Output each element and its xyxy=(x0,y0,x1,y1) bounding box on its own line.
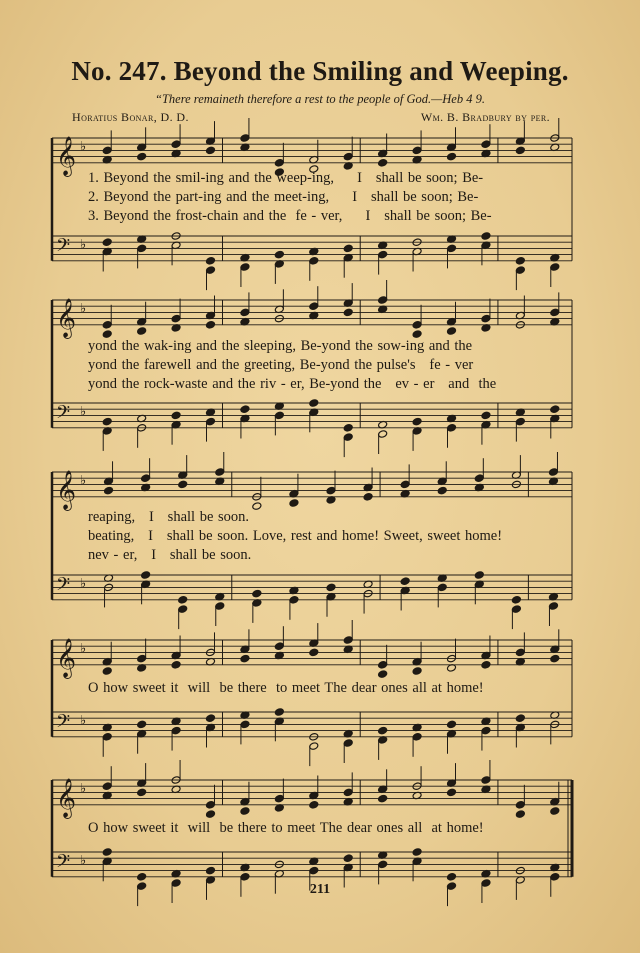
note-head xyxy=(343,854,353,863)
note-head xyxy=(178,480,188,489)
flat-icon: ♭ xyxy=(80,404,87,420)
note-head xyxy=(171,411,181,420)
note-head xyxy=(511,596,521,605)
hymn-author: Horatius Bonar, D. D. xyxy=(72,110,189,124)
note-head xyxy=(378,661,388,670)
note-head xyxy=(550,308,560,317)
note-head xyxy=(343,152,353,161)
note-head xyxy=(309,648,319,657)
note-head xyxy=(447,327,457,336)
bass-clef-icon: 𝄢 xyxy=(56,574,71,600)
note-head xyxy=(481,314,491,323)
page-number: 211 xyxy=(309,882,331,897)
treble-clef-icon: 𝄞 xyxy=(56,469,77,510)
note-head xyxy=(289,499,299,508)
note-head xyxy=(447,720,457,729)
note-head xyxy=(343,636,353,645)
note-head xyxy=(178,605,188,614)
note-head xyxy=(171,661,181,670)
note-head xyxy=(378,430,388,439)
note-head xyxy=(412,146,422,155)
lyric-line: O how sweet it will be there to meet The dear ones all at home! xyxy=(88,820,484,836)
note-head xyxy=(447,873,457,882)
note-head xyxy=(240,308,250,317)
note-head xyxy=(102,848,112,857)
lyric-line: 1. Beyond the smil-ing and the weep-ing, I shall be soon; Be- xyxy=(88,170,484,186)
note-head xyxy=(206,321,216,330)
note-head xyxy=(548,602,558,611)
bass-clef-icon: 𝄢 xyxy=(56,235,71,261)
note-head xyxy=(240,873,250,882)
note-head xyxy=(102,321,112,330)
note-head xyxy=(274,411,284,420)
note-head xyxy=(412,321,422,330)
note-head xyxy=(240,263,250,272)
note-head xyxy=(104,486,114,495)
flat-icon: ♭ xyxy=(80,473,87,489)
treble-clef-icon: 𝄞 xyxy=(56,297,77,338)
note-head xyxy=(137,654,147,663)
flat-icon: ♭ xyxy=(80,237,87,253)
note-head xyxy=(378,860,388,869)
note-head xyxy=(378,726,388,735)
note-head xyxy=(102,417,112,426)
note-head xyxy=(447,152,457,161)
note-head xyxy=(102,146,112,155)
note-head xyxy=(206,146,216,155)
note-head xyxy=(481,140,491,149)
note-head xyxy=(326,583,336,592)
hymn-title: No. 247. Beyond the Smiling and Weeping. xyxy=(71,56,569,86)
note-head xyxy=(511,605,521,614)
flat-icon: ♭ xyxy=(80,713,87,729)
note-head xyxy=(137,720,147,729)
note-head xyxy=(363,493,373,502)
flat-icon: ♭ xyxy=(80,301,87,317)
note-head xyxy=(343,788,353,797)
note-head xyxy=(447,244,457,253)
note-head xyxy=(171,726,181,735)
note-head xyxy=(474,474,484,483)
note-head xyxy=(289,596,299,605)
bass-clef-icon: 𝄢 xyxy=(56,402,71,428)
note-head xyxy=(515,257,525,266)
note-head xyxy=(550,405,560,414)
note-head xyxy=(550,807,560,816)
flat-icon: ♭ xyxy=(80,641,87,657)
note-head xyxy=(515,810,525,819)
lyric-line: yond the wak-ing and the sleeping, Be-yond the sow-ing and the xyxy=(88,338,473,354)
note-head xyxy=(240,807,250,816)
note-head xyxy=(343,433,353,442)
note-head xyxy=(515,801,525,810)
note-head xyxy=(240,654,250,663)
note-head xyxy=(206,801,216,810)
lyric-line: beating, I shall be soon. Love, rest and home! Sweet, sweet home! xyxy=(88,528,503,544)
note-head xyxy=(326,486,336,495)
note-head xyxy=(400,480,410,489)
note-head xyxy=(252,502,262,511)
bass-clef-icon: 𝄢 xyxy=(56,711,71,737)
note-head xyxy=(309,801,319,810)
hymn-composer: Wm. B. Bradbury by per. xyxy=(420,110,550,124)
note-head xyxy=(274,642,284,651)
flat-icon: ♭ xyxy=(80,781,87,797)
note-head xyxy=(481,776,491,785)
note-head xyxy=(343,308,353,317)
note-head xyxy=(412,733,422,742)
note-head xyxy=(378,794,388,803)
note-head xyxy=(141,474,151,483)
note-head xyxy=(137,788,147,797)
lyric-line: 3. Beyond the frost-chain and the fe - ver, I shall be soon; Be- xyxy=(88,208,492,224)
note-head xyxy=(474,571,484,580)
bass-clef-icon: 𝄢 xyxy=(56,851,71,877)
note-head xyxy=(309,866,319,875)
note-head xyxy=(240,720,250,729)
note-head xyxy=(515,714,525,723)
note-head xyxy=(274,250,284,259)
note-head xyxy=(481,232,491,241)
note-head xyxy=(309,302,319,311)
treble-staff xyxy=(52,472,572,497)
note-head xyxy=(102,782,112,791)
note-head xyxy=(515,146,525,155)
note-head xyxy=(343,424,353,433)
note-head xyxy=(137,244,147,253)
treble-clef-icon: 𝄞 xyxy=(56,777,77,818)
treble-staff xyxy=(52,138,572,163)
note-head xyxy=(206,866,216,875)
note-head xyxy=(378,159,388,168)
note-head xyxy=(481,661,491,670)
note-head xyxy=(137,873,147,882)
treble-clef-icon: 𝄞 xyxy=(56,637,77,678)
note-head xyxy=(309,257,319,266)
hymn-epigraph: “There remaineth therefore a rest to the people of God.—Heb 4 9. xyxy=(155,92,485,106)
note-head xyxy=(240,405,250,414)
note-head xyxy=(206,266,216,275)
note-head xyxy=(137,327,147,336)
note-head xyxy=(309,742,319,751)
note-head xyxy=(412,848,422,857)
note-head xyxy=(141,571,151,580)
lyric-line: reaping, I shall be soon. xyxy=(88,509,250,525)
note-head xyxy=(206,714,216,723)
note-head xyxy=(137,152,147,161)
note-head xyxy=(515,417,525,426)
note-head xyxy=(447,788,457,797)
bass-staff xyxy=(52,712,572,737)
note-head xyxy=(102,238,112,247)
note-head xyxy=(437,583,447,592)
note-head xyxy=(102,733,112,742)
note-head xyxy=(206,417,216,426)
note-head xyxy=(378,250,388,259)
bass-staff xyxy=(52,575,572,600)
lyric-line: 2. Beyond the part-ing and the meet-ing, I shall be soon; Be- xyxy=(88,189,479,205)
note-head xyxy=(378,670,388,679)
note-head xyxy=(240,134,250,143)
note-head xyxy=(178,596,188,605)
note-head xyxy=(215,468,225,477)
note-head xyxy=(309,399,319,408)
flat-icon: ♭ xyxy=(80,853,87,869)
flat-icon: ♭ xyxy=(80,576,87,592)
note-head xyxy=(481,726,491,735)
note-head xyxy=(252,589,262,598)
note-head xyxy=(206,810,216,819)
note-head xyxy=(550,654,560,663)
note-head xyxy=(481,411,491,420)
note-head xyxy=(550,873,560,882)
note-head xyxy=(171,140,181,149)
note-head xyxy=(515,648,525,657)
note-head xyxy=(412,417,422,426)
note-head xyxy=(548,468,558,477)
note-head xyxy=(378,296,388,305)
note-head xyxy=(550,263,560,272)
note-head xyxy=(215,602,225,611)
note-head xyxy=(447,424,457,433)
lyric-line: O how sweet it will be there to meet The dear ones all at home! xyxy=(88,680,484,696)
note-head xyxy=(400,577,410,586)
note-head xyxy=(343,739,353,748)
note-head xyxy=(274,708,284,717)
lyric-line: yond the rock-waste and the riv - er, Be-yond the ev - er and the xyxy=(88,376,497,392)
note-head xyxy=(437,486,447,495)
note-head xyxy=(343,244,353,253)
note-head xyxy=(171,314,181,323)
note-head xyxy=(206,257,216,266)
lyric-line: nev - er, I shall be soon. xyxy=(88,547,252,563)
flat-icon: ♭ xyxy=(80,139,87,155)
lyric-line: yond the farewell and the greeting, Be-yond the pulse's fe - ver xyxy=(88,357,474,373)
note-head xyxy=(102,667,112,676)
note-head xyxy=(412,667,422,676)
note-head xyxy=(515,266,525,275)
note-head xyxy=(274,159,284,168)
note-head xyxy=(274,794,284,803)
treble-clef-icon: 𝄞 xyxy=(56,135,77,176)
